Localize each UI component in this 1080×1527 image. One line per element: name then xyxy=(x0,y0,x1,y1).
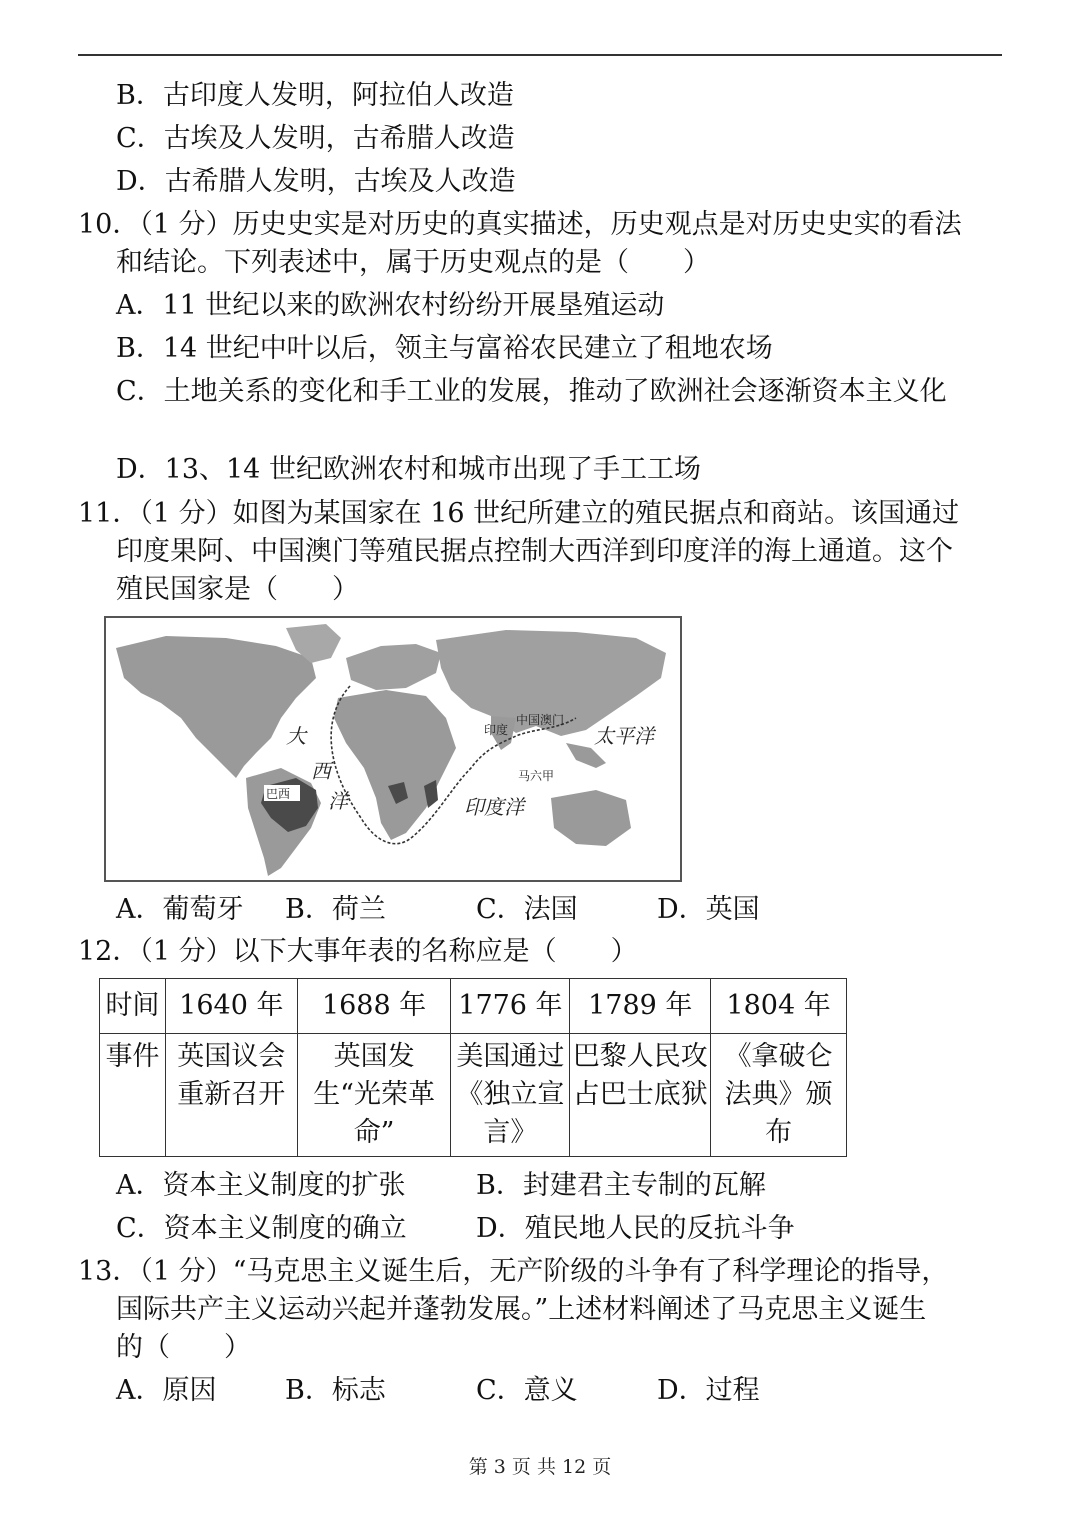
q10-stem-line1: 10．（1 分）历史史实是对历史的真实描述，历史观点是对历史史实的看法 xyxy=(78,209,962,240)
q10-stem-line2: 和结论。下列表述中，属于历史观点的是（ ） xyxy=(116,247,710,278)
q12-option-b[interactable]: B．封建君主专制的瓦解 xyxy=(476,1170,766,1201)
map-label-yang: 洋 xyxy=(328,789,348,813)
q13-options xyxy=(0,1373,1080,1409)
q12-stem-line1: 12．（1 分）以下大事年表的名称应是（ ） xyxy=(78,936,638,967)
world-map-figure xyxy=(106,618,680,880)
q11-stem-line1: 11．（1 分）如图为某国家在 16 世纪所建立的殖民据点和商站。该国通过 xyxy=(78,498,960,529)
page-footer: 第 3 页 共 12 页 xyxy=(468,1456,612,1478)
q12-options-row2 xyxy=(0,1211,1080,1247)
map-label-pacific: 太平洋 xyxy=(594,724,654,748)
q9-option-d[interactable]: D．古希腊人发明，古埃及人改造 xyxy=(116,166,516,197)
map-label-da: 大 xyxy=(286,724,306,748)
table-cell: 英国发生“光荣革命” xyxy=(297,1034,451,1157)
colonial-map xyxy=(104,616,682,882)
landmass-africa xyxy=(334,690,456,840)
q13-stem-line1: 13．（1 分）“马克思主义诞生后，无产阶级的斗争有了科学理论的指导， xyxy=(78,1256,949,1287)
table-cell: 1640 年 xyxy=(165,979,297,1034)
q11-option-d[interactable]: D．英国 xyxy=(657,894,760,925)
landmass-europe xyxy=(346,644,441,690)
table-cell: 1776 年 xyxy=(451,979,570,1034)
q10-option-b[interactable]: B．14 世纪中叶以后，领主与富裕农民建立了租地农场 xyxy=(116,333,773,364)
landmass-north-america xyxy=(116,636,316,778)
q10-option-c[interactable]: C．土地关系的变化和手工业的发展，推动了欧洲社会逐渐资本主义化 xyxy=(116,376,947,407)
map-label-india: 印度 xyxy=(484,723,509,737)
q9-option-c[interactable]: C．古埃及人发明，古希腊人改造 xyxy=(116,123,515,154)
q11-options xyxy=(0,892,1080,928)
header-rule xyxy=(78,54,1002,56)
q11-stem-line3: 殖民国家是（ ） xyxy=(116,574,359,605)
table-cell: 事件 xyxy=(100,1034,166,1157)
table-cell: 1688 年 xyxy=(297,979,451,1034)
q13-stem-line3: 的（ ） xyxy=(116,1332,251,1363)
map-label-macau: 中国澳门 xyxy=(516,713,565,727)
q13-option-d[interactable]: D．过程 xyxy=(657,1375,760,1406)
table-row xyxy=(100,1034,847,1157)
table-cell: 《拿破仑法典》颁布 xyxy=(711,1034,847,1157)
table-row xyxy=(100,979,847,1034)
table-cell: 1789 年 xyxy=(570,979,711,1034)
q10-option-d[interactable]: D．13、14 世纪欧洲农村和城市出现了手工工场 xyxy=(116,454,701,485)
q11-stem-line2: 印度果阿、中国澳门等殖民据点控制大西洋到印度洋的海上通道。这个 xyxy=(116,536,953,567)
q12-options-row1 xyxy=(0,1168,1080,1204)
map-label-malacca: 马六甲 xyxy=(518,769,555,783)
q13-stem-line2: 国际共产主义运动兴起并蓬勃发展。”上述材料阐述了马克思主义诞生 xyxy=(116,1294,927,1325)
q11-option-c[interactable]: C．法国 xyxy=(476,894,578,925)
table-cell: 1804 年 xyxy=(711,979,847,1034)
table-cell: 英国议会重新召开 xyxy=(165,1034,297,1157)
q9-option-b[interactable]: B．古印度人发明，阿拉伯人改造 xyxy=(116,80,514,111)
q12-option-d[interactable]: D．殖民地人民的反抗斗争 xyxy=(476,1213,795,1244)
table-cell: 美国通过《独立宣言》 xyxy=(451,1034,570,1157)
map-label-xi: 西 xyxy=(311,759,331,783)
table-cell: 巴黎人民攻占巴士底狱 xyxy=(570,1034,711,1157)
map-label-brazil: 巴西 xyxy=(266,787,291,801)
q13-option-c[interactable]: C．意义 xyxy=(476,1375,578,1406)
events-timeline-table xyxy=(99,978,847,1157)
q13-option-a[interactable]: A．原因 xyxy=(116,1375,217,1406)
landmass-australia xyxy=(551,790,631,846)
q12-option-c[interactable]: C．资本主义制度的确立 xyxy=(116,1213,407,1244)
q11-option-b[interactable]: B．荷兰 xyxy=(285,894,386,925)
q12-option-a[interactable]: A．资本主义制度的扩张 xyxy=(116,1170,406,1201)
q11-option-a[interactable]: A．葡萄牙 xyxy=(116,894,244,925)
map-label-indian-ocean: 印度洋 xyxy=(464,795,524,819)
q10-option-a[interactable]: A．11 世纪以来的欧洲农村纷纷开展垦殖运动 xyxy=(116,290,665,321)
table-cell: 时间 xyxy=(100,979,166,1034)
q13-option-b[interactable]: B．标志 xyxy=(285,1375,386,1406)
